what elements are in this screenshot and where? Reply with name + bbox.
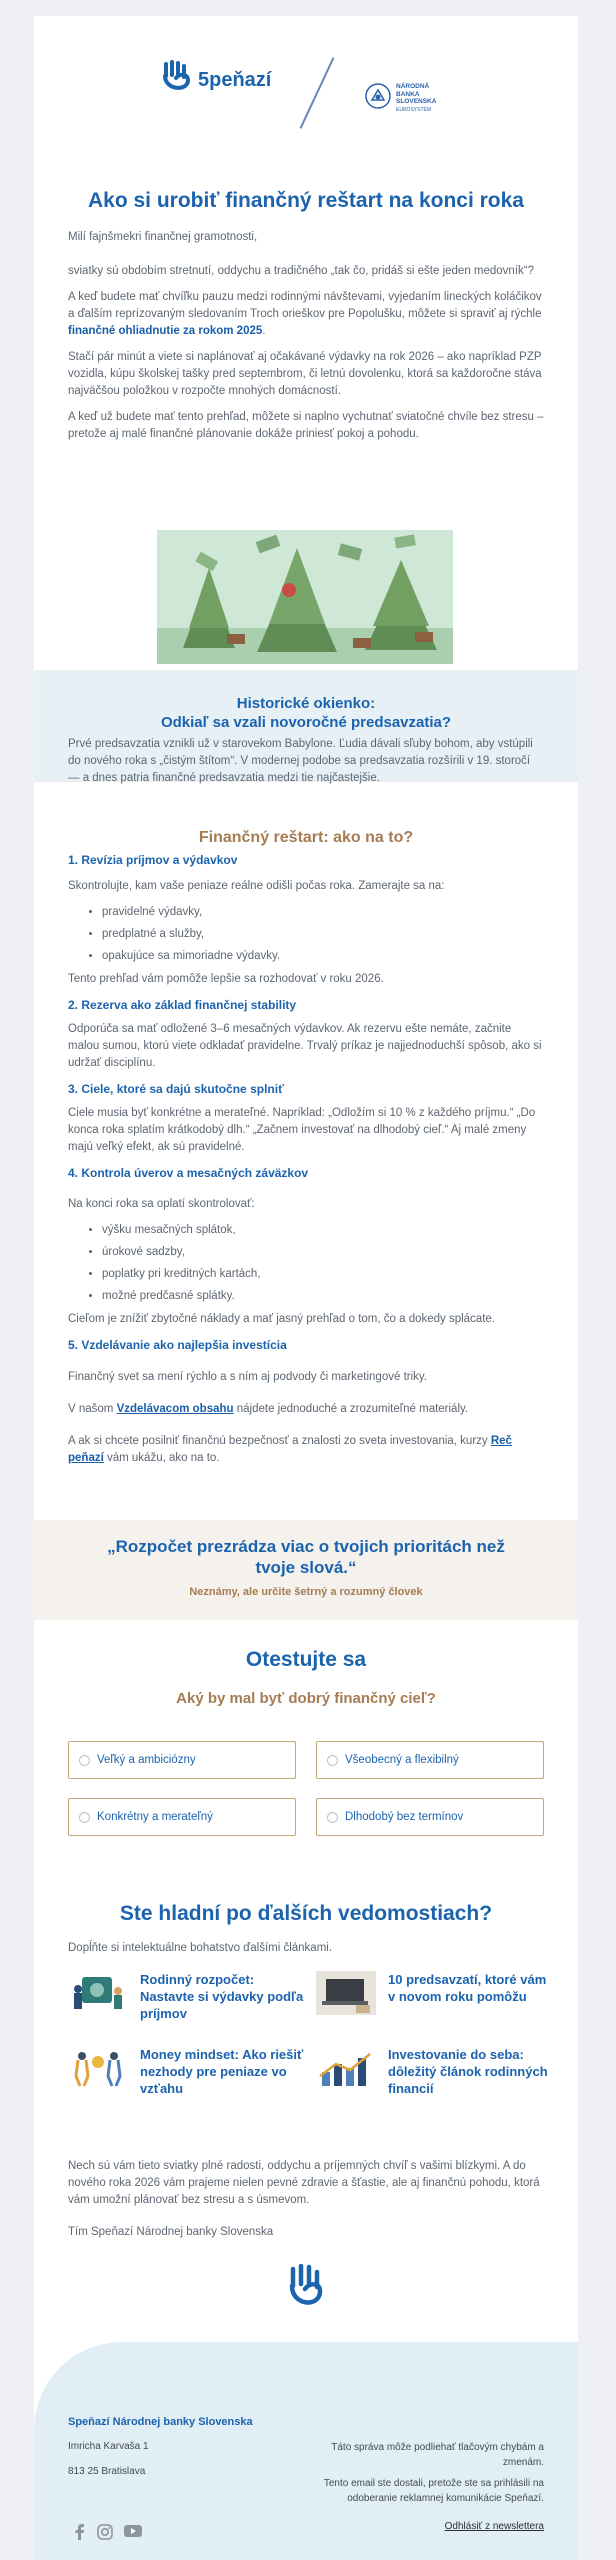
- step-3-text: Ciele musia byť konkrétne a merateľné. Napríklad: „Odložím si 10 % z každého príjmu.“ „Do konca roka splatím krátkodobý dlh.“ „Začnem investovať na dlhodobý cieľ.“ Aj malé zmeny majú veľký efekt, ak sú pravidelné.: [68, 1107, 536, 1153]
- step-4-text: Na konci roka sa oplatí skontrolovať:: [68, 1198, 255, 1210]
- intro-paragraph-4: A keď už budete mať tento prehľad, môžete si naplno vychutnať sviatočné chvíle bez stresu – pretože aj malé finančné plánovanie dokáže priniesť pokoj a pohodu.: [68, 411, 544, 440]
- main-title: Ako si urobiť finančný reštart na konci roka: [87, 189, 524, 212]
- invest-in-yourself-thumbnail: [316, 2046, 376, 2090]
- education-content-link[interactable]: Vzdelávacom obsahu: [116, 1403, 234, 1415]
- step-1-list: [68, 901, 544, 967]
- footer-org: Speňazí Národnej banky Slovenska: [68, 2416, 253, 2428]
- quiz-option-label: Všeobecný a flexibilný: [345, 1754, 459, 1766]
- step-1-after: Tento prehľad vám pomôže lepšie sa rozhodovať v roku 2026.: [68, 973, 384, 985]
- radio-icon: [79, 1755, 90, 1766]
- closing-section: [34, 2158, 578, 2241]
- list-item: • poplatky pri kreditných kartách,: [102, 1263, 544, 1285]
- quiz-option-4[interactable]: [316, 1798, 544, 1836]
- article-card-4[interactable]: [316, 2046, 556, 2097]
- article-title: Rodinný rozpočet: Nastavte si výdavky podľa príjmov: [140, 1972, 304, 2021]
- quote-text: „Rozpočet prezrádza viac o tvojich prioritách než tvoje slová.“: [107, 1537, 505, 1577]
- history-title-line2: Odkiaľ sa vzali novoročné predsavzatia?: [160, 714, 452, 731]
- restart-section: [34, 852, 578, 1467]
- article-card-3[interactable]: [68, 2046, 308, 2097]
- intro-paragraph-2: A keď budete mať chvíľku pauzu medzi rodinnými návštevami, vyjedaním lineckých koláčikov a ďalším reprízovaným sledovaním Troch orieškov pre Popolušku, môžete si spraviť aj rýchle finančné ohliadnutie za rokom 2025.: [68, 291, 542, 337]
- footer-city: 813 25 Bratislava: [68, 2466, 146, 2477]
- restart-title: Finančný reštart: ako na to?: [198, 829, 414, 846]
- list-item: • opakujúce sa mimoriadne výdavky.: [102, 945, 544, 967]
- youtube-icon[interactable]: [124, 2524, 142, 2545]
- history-text: Prvé predsavzatia vznikli už v starovekom Babylone. Ľudia dávali sľuby bohom, aby vstúpili do nového roka s „čistým štítom“. V modernej podobe sa predsavzatia rozšírili v 19. storočí — a dnes patria finančné predsavzatia medzi tie najčastejšie.: [68, 738, 533, 784]
- logo-divider: [300, 57, 335, 129]
- radio-icon: [79, 1812, 90, 1823]
- signature: Tím Speňazí Národnej banky Slovenska: [68, 2226, 274, 2238]
- quiz-option-3[interactable]: [68, 1798, 296, 1836]
- article-card-1[interactable]: [68, 1971, 308, 2022]
- step-4-title: 4. Kontrola úverov a mesačných záväzkov: [68, 1166, 309, 1180]
- step-1-text: Skontrolujte, kam vaše peniaze reálne odišli počas roka. Zamerajte sa na:: [68, 880, 445, 892]
- step-5-text: Finančný svet sa mení rýchlo a s ním aj podvody či marketingové triky.: [68, 1371, 427, 1383]
- quiz-section: [34, 1647, 578, 1708]
- article-title: 10 predsavzatí, ktoré vám v novom roku pomôžu: [388, 1972, 547, 2004]
- step-4-after: Cieľom je znížiť zbytočné náklady a mať jasný prehľad o tom, čo a dokedy splácate.: [68, 1313, 495, 1325]
- list-item: • predplatné a služby,: [102, 923, 544, 945]
- nbs-logo[interactable]: [364, 82, 436, 115]
- social-icons: [74, 2524, 142, 2545]
- history-box: [34, 670, 578, 782]
- christmas-money-illustration: [157, 530, 453, 664]
- step-5-paragraph-3: A ak si chcete posilniť finančnú bezpečnosť a znalosti zo sveta investovania, kurzy Reč peňazí vám ukážu, ako na to.: [68, 1435, 512, 1464]
- quiz-option-2[interactable]: [316, 1741, 544, 1779]
- logo-text: 5peňazí: [198, 69, 272, 91]
- list-item: • pravidelné výdavky,: [102, 901, 544, 923]
- quiz-option-label: Dlhodobý bez termínov: [345, 1811, 464, 1823]
- nbs-subtitle: EUROSYSTÉM: [396, 106, 432, 113]
- family-budget-thumbnail: [68, 1971, 128, 2015]
- closing-text: Nech sú vám tieto sviatky plné radosti, oddychu a príjemných chvíľ s vašimi blízkymi. A do nového roka 2026 vám prajeme nielen pevné zdravie a šťastie, ale aj finančnú pohodu, ktorá vám umožní plánovať bez stresu a s úsmevom.: [68, 2160, 540, 2206]
- money-mindset-thumbnail: [68, 2046, 128, 2090]
- nbs-name-line2: BANKA: [396, 90, 420, 98]
- radio-icon: [327, 1812, 338, 1823]
- step-4-list: [68, 1219, 544, 1307]
- quiz-title: Otestujte sa: [245, 1648, 367, 1671]
- quote-box: [34, 1520, 578, 1620]
- radio-icon: [327, 1755, 338, 1766]
- facebook-icon[interactable]: [74, 2524, 86, 2545]
- rec-penazi-link[interactable]: Reč peňazí: [68, 1435, 512, 1464]
- more-title: Ste hladní po ďalších vedomostiach?: [119, 1902, 493, 1925]
- nbs-name-line3: SLOVENSKA: [396, 98, 437, 105]
- instagram-icon[interactable]: [97, 2524, 113, 2545]
- footer-note-1: Táto správa môže podliehať tlačovým chybám a zmenám.: [331, 2442, 544, 2468]
- list-item: • úrokové sadzby,: [102, 1241, 544, 1263]
- step-5-title: 5. Vzdelávanie ako najlepšia investícia: [68, 1338, 287, 1352]
- article-title: Investovanie do seba: dôležitý článok rodinných financií: [388, 2047, 548, 2096]
- quiz-option-label: Veľký a ambiciózny: [97, 1754, 196, 1766]
- step-5-paragraph-2: V našom Vzdelávacom obsahu nájdete jednoduché a zrozumiteľné materiály.: [68, 1403, 469, 1415]
- 5penazi-logo[interactable]: [162, 60, 271, 101]
- history-title-line1: Historické okienko:: [236, 695, 376, 712]
- step-1-title: 1. Revízia príjmov a výdavkov: [68, 853, 238, 867]
- step-2-title: 2. Rezerva ako základ finančnej stability: [68, 998, 297, 1012]
- quote-author: Neznámy, ale určite šetrný a rozumný človek: [189, 1586, 423, 1598]
- quiz-option-label: Konkrétny a merateľný: [97, 1811, 213, 1823]
- unsubscribe-link[interactable]: Odhlásiť z newslettera: [444, 2521, 544, 2532]
- hand-logo-icon: [288, 2264, 324, 2317]
- list-item: • výšku mesačných splátok,: [102, 1219, 544, 1241]
- list-item: • možné predčasné splátky.: [102, 1285, 544, 1307]
- quiz-question: Aký by mal byť dobrý finančný cieľ?: [176, 1690, 436, 1707]
- article-card-2[interactable]: [316, 1971, 556, 2015]
- footer-street: Imricha Karvaša 1: [68, 2441, 149, 2452]
- footer-note-2: Tento email ste dostali, pretože ste sa prihlásili na odoberanie reklamnej komunikácie Speňazí.: [323, 2478, 544, 2504]
- more-subtitle: Dopĺňte si intelektuálne bohatstvo ďalšími článkami.: [68, 1942, 333, 1954]
- intro-section: [34, 229, 578, 443]
- nbs-name-line1: NÁRODNÁ: [396, 83, 430, 90]
- quiz-option-1[interactable]: [68, 1741, 296, 1779]
- resolutions-thumbnail: [316, 1971, 376, 2015]
- email-card: [34, 16, 578, 2560]
- step-3-title: 3. Ciele, ktoré sa dajú skutočne splniť: [68, 1082, 284, 1096]
- hand-icon: [162, 60, 192, 101]
- intro-paragraph-1: sviatky sú obdobím stretnutí, oddychu a tradičného „tak čo, pridáš si ešte jeden medovník“?: [68, 265, 534, 277]
- greeting: Milí fajnšmekri finančnej gramotnosti,: [68, 231, 258, 243]
- article-title: Money mindset: Ako riešiť nezhody pre peniaze vo vzťahu: [140, 2047, 304, 2096]
- step-2-text: Odporúča sa mať odložené 3–6 mesačných výdavkov. Ak rezervu ešte nemáte, začnite malou sumou, ktorú viete odkladať pravidelne. Trvalý príkaz je najjednoduchší spôsob, ako si udržať disciplínu.: [68, 1023, 542, 1069]
- nbs-emblem-icon: [364, 82, 392, 115]
- review-2025-link[interactable]: finančné ohliadnutie za rokom 2025: [68, 325, 263, 337]
- intro-paragraph-3: Stačí pár minút a viete si naplánovať aj očakávané výdavky na rok 2026 – ako napríklad PZP vozidla, kúpu školskej tašky pred septembrom, či letnú dovolenku, ktorá sa každoročne stáva najväčšou položkou v rozpočte mnohých domácností.: [68, 351, 542, 397]
